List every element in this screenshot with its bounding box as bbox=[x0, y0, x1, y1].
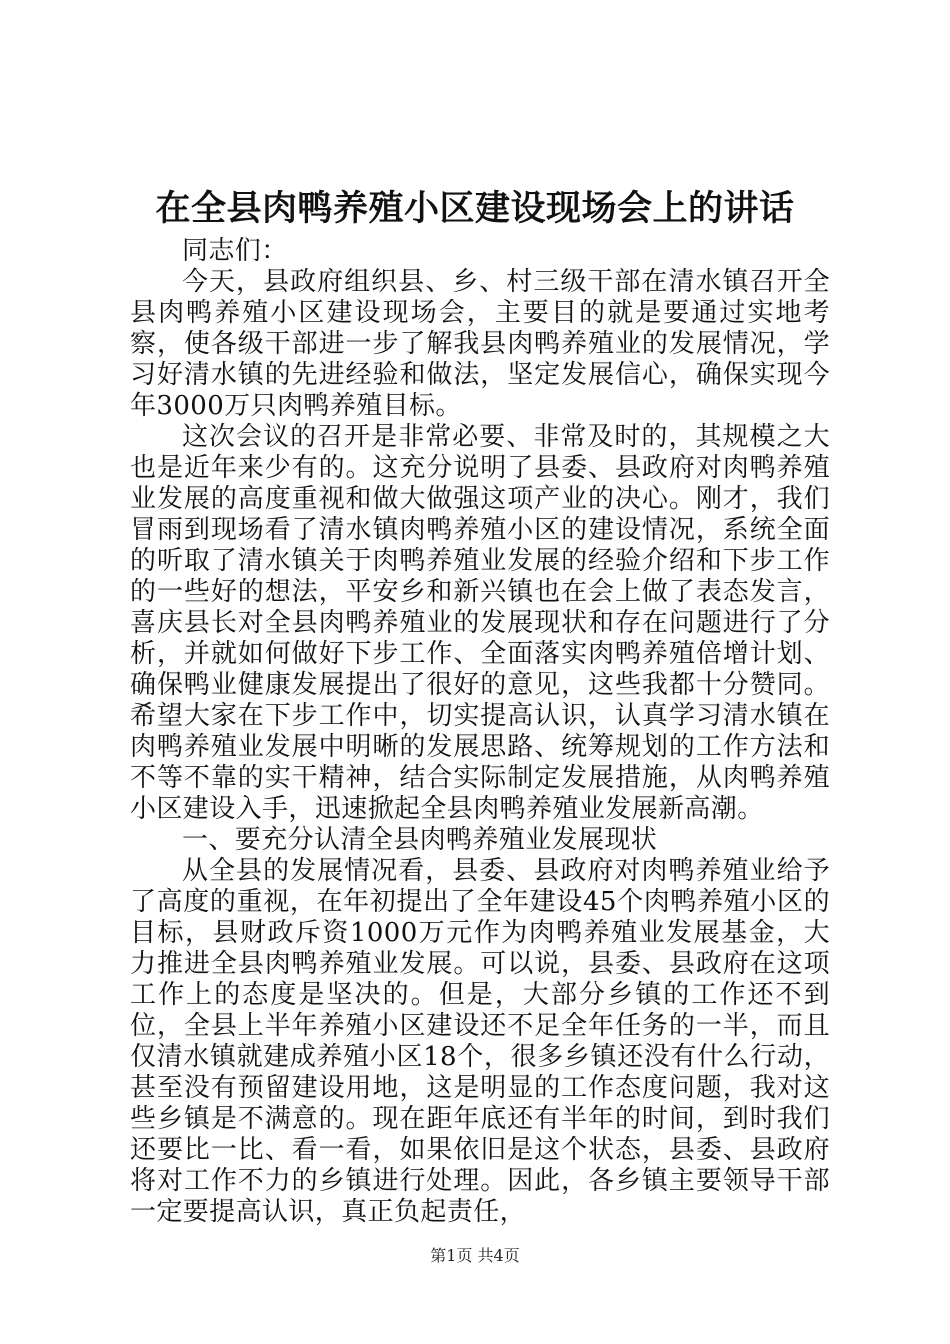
salutation: 同志们： bbox=[182, 236, 288, 266]
section-heading: 一、要充分认清全县肉鸭养殖业发展现状 bbox=[182, 825, 658, 855]
paragraph: 今天，县政府组织县、乡、村三级干部在清水镇召开全县肉鸭养殖小区建设现场会，主要目的就是要通过实地考察，使各级干部进一步了解我县肉鸭养殖业的发展情况，学习好清水镇的先进经验和做法，坚定发展信心，确保实现今年3000万只肉鸭养殖目标。 bbox=[130, 267, 830, 421]
document-body bbox=[130, 236, 830, 1228]
document-title: 在全县肉鸭养殖小区建设现场会上的讲话 bbox=[155, 188, 795, 229]
paragraph: 这次会议的召开是非常必要、非常及时的，其规模之大也是近年来少有的。这充分说明了县委、县政府对肉鸭养殖业发展的高度重视和做大做强这项产业的决心。刚才，我们冒雨到现场看了清水镇肉鸭养殖小区的建设情况，系统全面的听取了清水镇关于肉鸭养殖业发展的经验介绍和下步工作的一些好的想法，平安乡和新兴镇也在会上做了表态发言，喜庆县长对全县肉鸭养殖业的发展现状和存在问题进行了分析，并就如何做好下步工作、全面落实肉鸭养殖倍增计划、确保鸭业健康发展提出了很好的意见，这些我都十分赞同。希望大家在下步工作中，切实提高认识，认真学习清水镇在肉鸭养殖业发展中明晰的发展思路、统筹规划的工作方法和不等不靠的实干精神，结合实际制定发展措施，从肉鸭养殖小区建设入手，迅速掀起全县肉鸭养殖业发展新高潮。 bbox=[130, 422, 830, 824]
paragraph: 从全县的发展情况看，县委、县政府对肉鸭养殖业给予了高度的重视，在年初提出了全年建设45个肉鸭养殖小区的目标，县财政斥资1000万元作为肉鸭养殖业发展基金，大力推进全县肉鸭养殖业发展。可以说，县委、县政府在这项工作上的态度是坚决的。但是，大部分乡镇的工作还不到位，全县上半年养殖小区建设还不足全年任务的一半，而且仅清水镇就建成养殖小区18个，很多乡镇还没有什么行动，甚至没有预留建设用地，这是明显的工作态度问题，我对这些乡镇是不满意的。现在距年底还有半年的时间，到时我们还要比一比、看一看，如果依旧是这个状态，县委、县政府将对工作不力的乡镇进行处理。因此，各乡镇主要领导干部一定要提高认识，真正负起责任， bbox=[130, 856, 830, 1227]
page-number: 第1页 共4页 bbox=[430, 1246, 520, 1265]
